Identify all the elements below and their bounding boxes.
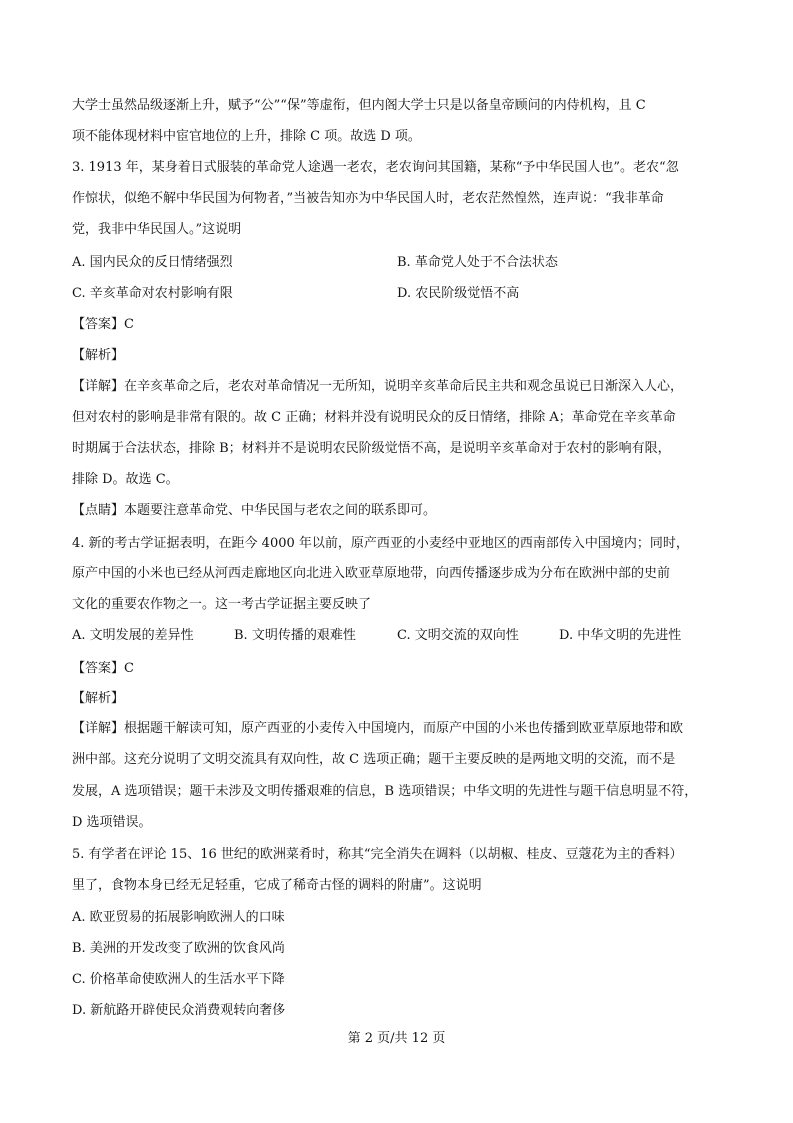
q3-option-a: A. 国内民众的反日情绪强烈 <box>72 255 233 270</box>
q5-option-a: A. 欧亚贸易的拓展影响欧洲人的口味 <box>72 910 285 925</box>
q4-detail-line-1: 【详解】根据题干解读可知，原产西亚的小麦传入中国境内，而原产中国的小米也传播到欧亚草原地带和欧 <box>72 721 684 736</box>
q4-analysis-heading: 【解析】 <box>72 691 125 706</box>
q5-option-c: C. 价格革命使欧洲人的生活水平下降 <box>72 972 285 987</box>
q4-option-c: C. 文明交流的双向性 <box>397 628 519 643</box>
q5-option-b: B. 美洲的开发改变了欧洲的饮食风尚 <box>72 941 285 956</box>
q4-stem-line-3: 文化的重要农作物之一。这一考古学证据主要反映了 <box>72 597 372 612</box>
q3-answer: 【答案】C <box>72 317 134 332</box>
page-number-footer: 第 2 页/共 12 页 <box>347 1031 446 1046</box>
q5-stem-line-2: 里了，食物本身已经无足轻重，它成了稀奇古怪的调料的附庸”。这说明 <box>72 878 482 893</box>
q3-detail-line-2: 但对农村的影响是非常有限的。故 C 正确；材料并没有说明民众的反日情绪，排除 A；革命党在辛亥革命 <box>72 410 676 425</box>
q3-option-b: B. 革命党人处于不合法状态 <box>397 255 558 270</box>
q3-stem-line-1: 3. 1913 年，某身着日式服装的革命党人途遇一老农，老农询问其国籍，某称“予中华民国人也”。老农“忽 <box>72 160 679 175</box>
q3-stem-line-2: 作惊状，似绝不解中华民国为何物者，”当被告知亦为中华民国人时，老农茫然惶然，连声说：“我非革命 <box>72 191 664 206</box>
q4-stem-line-2: 原产中国的小米也已经从河西走廊地区向北进入欧亚草原地带，向西传播逐步成为分布在欧洲中部的史前 <box>72 566 671 581</box>
q4-stem-line-1: 4. 新的考古学证据表明，在距今 4000 年以前，原产西亚的小麦经中亚地区的西南部传入中国境内；同时， <box>72 536 689 551</box>
q4-option-b: B. 文明传播的艰难性 <box>234 628 356 643</box>
q4-option-a: A. 文明发展的差异性 <box>72 628 194 643</box>
q3-detail-line-3: 时期属于合法状态，排除 B；材料并不是说明农民阶级觉悟不高，是说明辛亥革命对于农村的影响有限， <box>72 441 671 456</box>
intro-line-1: 大学士虽然品级逐渐上升，赋予“公”“保”等虚衔，但内阁大学士只是以备皇帝顾问的内侍机构，且 C <box>72 98 646 113</box>
q3-detail-line-1: 【详解】在辛亥革命之后，老农对革命情况一无所知，说明辛亥革命后民主共和观念虽说已日渐深入人心， <box>72 379 684 394</box>
q3-tip: 【点睛】本题要注意革命党、中华民国与老农之间的联系即可。 <box>72 503 437 518</box>
q4-detail-line-4: D 选项错误。 <box>72 815 152 830</box>
q4-answer: 【答案】C <box>72 661 134 676</box>
q5-option-d: D. 新航路开辟使民众消费观转向奢侈 <box>72 1003 286 1018</box>
q3-option-d: D. 农民阶级觉悟不高 <box>397 286 520 301</box>
intro-line-2: 项不能体现材料中宦官地位的上升，排除 C 项。故选 D 项。 <box>72 129 421 144</box>
q4-option-d: D. 中华文明的先进性 <box>559 628 682 643</box>
q5-stem-line-1: 5. 有学者在评论 15、16 世纪的欧洲菜肴时，称其“完全消失在调料（以胡椒、桂皮、豆蔻花为主的香料） <box>72 847 683 862</box>
q3-option-c: C. 辛亥革命对农村影响有限 <box>72 286 233 301</box>
q4-detail-line-2: 洲中部。这充分说明了文明交流具有双向性，故 C 选项正确；题干主要反映的是两地文明的交流，而不是 <box>72 752 676 767</box>
q3-stem-line-3: 党，我非中华民国人。”这说明 <box>72 222 242 237</box>
q3-analysis-heading: 【解析】 <box>72 348 125 363</box>
q3-detail-line-4: 排除 D。故选 C。 <box>72 472 179 487</box>
q4-detail-line-3: 发展，A 选项错误；题干未涉及文明传播艰难的信息，B 选项错误；中华文明的先进性与题干信息明显不符， <box>72 784 698 799</box>
